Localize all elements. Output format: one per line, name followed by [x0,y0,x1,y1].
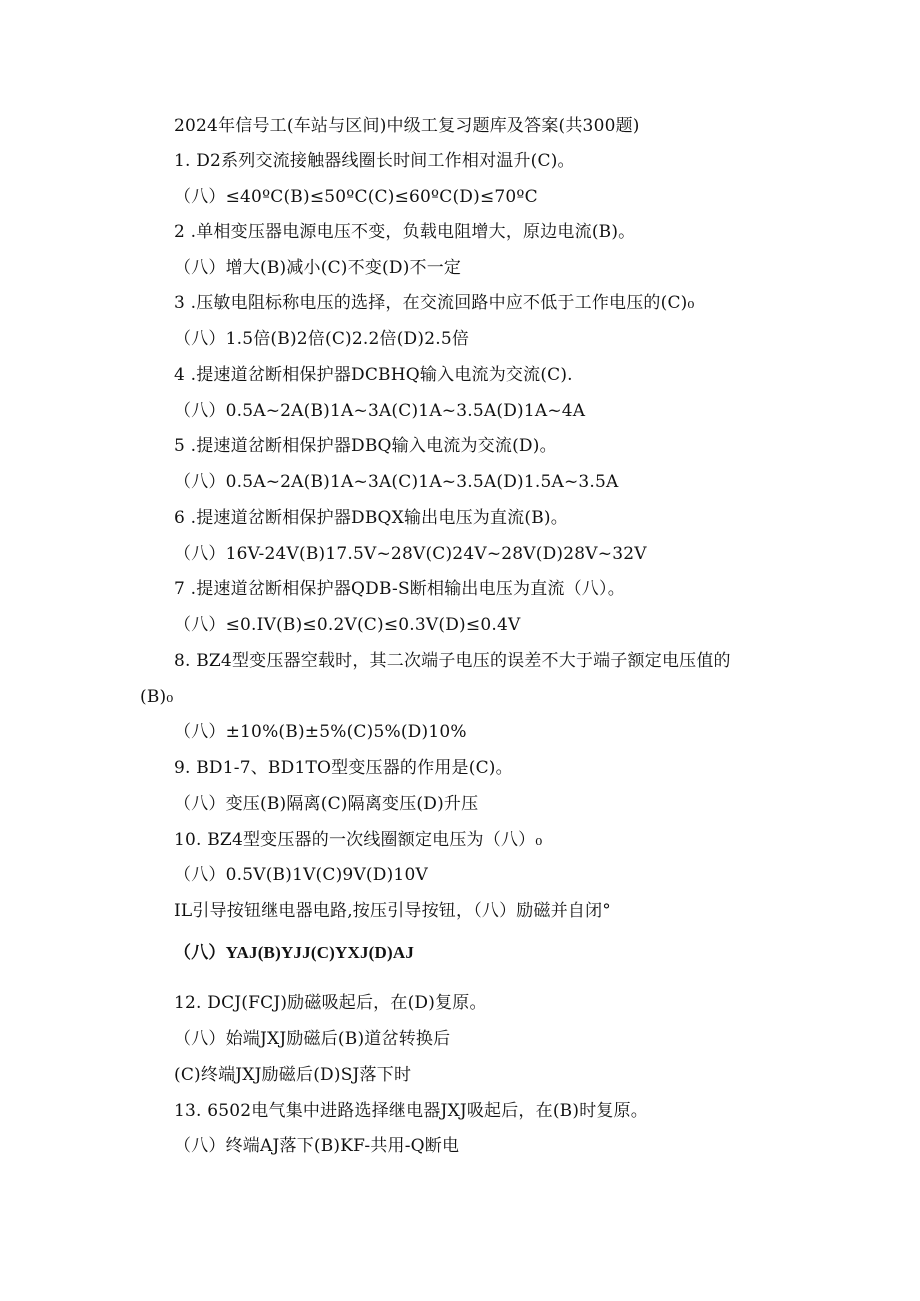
question-6: 6 .提速道岔断相保护器DBQX输出电压为直流(B)。 [174,508,568,528]
options-6: （八）16V-24V(B)17.5V~28V(C)24V~28V(D)28V~32V [174,544,647,564]
question-8: 8. BZ4型变压器空载时，其二次端子电压的误差不大于端子额定电压值的 [174,651,731,671]
question-4: 4 .提速道岔断相保护器DCBHQ输入电流为交流(C). [174,365,573,385]
options-5: （八）0.5A~2A(B)1A~3A(C)1A~3.5A(D)1.5A~3.5A [174,472,619,492]
options-11: （八）YAJ(B)YJJ(C)YXJ(D)AJ [174,943,415,962]
question-11: IL引导按钮继电器电路,按压引导按钮，（八）励磁并自闭° [174,901,612,921]
question-10: 10. BZ4型变压器的一次线圈额定电压为（八）₀ [174,830,543,850]
options-2: （八）增大(B)减小(C)不变(D)不一定 [174,258,462,278]
question-3: 3 .压敏电阻标称电压的选择，在交流回路中应不低于工作电压的(C)₀ [174,293,695,313]
question-1: 1. D2系列交流接触器线圈长时间工作相对温升(C)。 [174,151,575,171]
question-13: 13. 6502电气集中进路选择继电器JXJ吸起后，在(B)时复原。 [174,1101,648,1121]
question-7: 7 .提速道岔断相保护器QDB-S断相输出电压为直流（八）。 [174,579,625,599]
options-8: （八）±10%(B)±5%(C)5%(D)10% [174,722,467,742]
options-7: （八）≤0.IV(B)≤0.2V(C)≤0.3V(D)≤0.4V [174,615,521,635]
options-9: （八）变压(B)隔离(C)隔离变压(D)升压 [174,794,479,814]
question-8-continued: (B)₀ [140,687,174,707]
options-4: （八）0.5A~2A(B)1A~3A(C)1A~3.5A(D)1A~4A [174,401,586,421]
options-12-line-1: （八）始端JXJ励磁后(B)道岔转换后 [174,1029,451,1049]
question-12: 12. DCJ(FCJ)励磁吸起后，在(D)复原。 [174,993,487,1013]
options-1: （八）≤40ºC(B)≤50ºC(C)≤60ºC(D)≤70ºC [174,187,538,207]
options-3: （八）1.5倍(B)2倍(C)2.2倍(D)2.5倍 [174,329,470,349]
question-5: 5 .提速道岔断相保护器DBQ输入电流为交流(D)。 [174,436,557,456]
options-10: （八）0.5V(B)1V(C)9V(D)10V [174,865,428,885]
options-13: （八）终端AJ落下(B)KF-共用-Q断电 [174,1136,460,1156]
options-12-line-2: (C)终端JXJ励磁后(D)SJ落下时 [174,1065,412,1085]
question-9: 9. BD1-7、BD1TO型变压器的作用是(C)。 [174,758,513,778]
document-title: 2024年信号工(车站与区间)中级工复习题库及答案(共300题) [174,116,640,136]
question-2: 2 .单相变压器电源电压不变，负载电阻增大，原边电流(B)。 [174,222,636,242]
